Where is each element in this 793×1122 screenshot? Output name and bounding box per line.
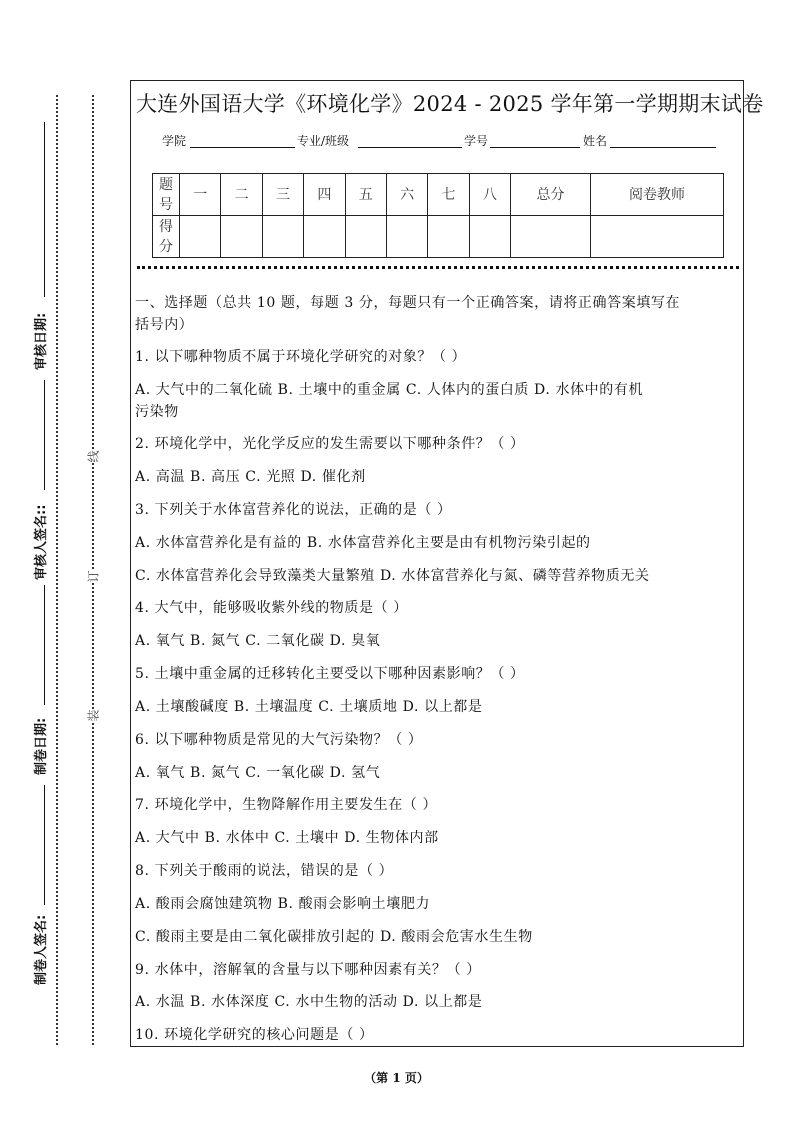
score-cell[interactable]	[345, 216, 386, 258]
header-cell: 五	[345, 174, 386, 216]
question-line: C. 酸雨主要是由二氧化碳排放引起的 D. 酸雨会危害水生生物	[135, 929, 533, 945]
question-line: A. 高温 B. 高压 C. 光照 D. 催化剂	[135, 469, 366, 485]
header-cell: 总分	[511, 174, 591, 216]
preparer-signature-line	[44, 785, 45, 905]
question-line: C. 水体富营养化会导致藻类大量繁殖 D. 水体富营养化与氮、磷等营养物质无关	[135, 568, 650, 584]
header-cell: 六	[386, 174, 427, 216]
question-line: 7. 环境化学中，生物降解作用主要发生在（ ）	[135, 797, 438, 813]
college-field[interactable]	[190, 147, 295, 148]
row-label-cell: 得分	[153, 216, 180, 258]
name-field[interactable]	[610, 147, 716, 148]
question-line: A. 氧气 B. 氮气 C. 一氧化碳 D. 氢气	[135, 765, 381, 781]
score-cell[interactable]	[180, 216, 221, 258]
score-cell[interactable]	[386, 216, 427, 258]
question-line: A. 大气中的二氧化硫 B. 土壤中的重金属 C. 人体内的蛋白质 D. 水体中的有机	[135, 382, 644, 398]
binding-mark-ding: 订	[86, 570, 101, 583]
header-cell: 一	[180, 174, 221, 216]
question-line: A. 水体富营养化是有益的 B. 水体富营养化主要是由有机物污染引起的	[135, 535, 591, 551]
header-cell: 四	[304, 174, 345, 216]
prepare-date-line	[44, 585, 45, 705]
section-heading-continued: 括号内）	[135, 317, 194, 333]
question-line: A. 酸雨会腐蚀建筑物 B. 酸雨会影响土壤肥力	[135, 896, 431, 912]
dotted-divider	[137, 266, 739, 269]
question-line: 9. 水体中，溶解氧的含量与以下哪种因素有关？（ ）	[135, 962, 481, 978]
prepare-date-label: 制卷日期:	[34, 717, 49, 775]
preparer-signature-label: 制卷人签名:	[34, 914, 49, 985]
major-label: 专业/班级	[297, 134, 350, 148]
binding-strip	[30, 95, 50, 1045]
header-cell: 二	[221, 174, 262, 216]
question-line: 5. 土壤中重金属的迁移转化主要受以下哪种因素影响？（ ）	[135, 666, 525, 682]
score-table	[152, 173, 724, 258]
student-id-field[interactable]	[490, 147, 580, 148]
header-cell: 八	[469, 174, 510, 216]
dotted-line-outer	[56, 95, 58, 1045]
page-number: （第 1 页）	[364, 1071, 429, 1085]
student-id-label: 学号	[464, 134, 489, 148]
score-cell[interactable]	[428, 216, 469, 258]
question-line: A. 水温 B. 水体深度 C. 水中生物的活动 D. 以上都是	[135, 994, 483, 1010]
question-line: 污染物	[135, 404, 179, 420]
question-line: A. 氧气 B. 氮气 C. 二氧化碳 D. 臭氧	[135, 633, 381, 649]
header-cell: 七	[428, 174, 469, 216]
question-line: 10. 环境化学研究的核心问题是（ ）	[135, 1027, 374, 1043]
score-cell[interactable]	[511, 216, 591, 258]
question-line: 3. 下列关于水体富营养化的说法，正确的是（ ）	[135, 502, 452, 518]
major-field[interactable]	[358, 147, 462, 148]
question-line: 4. 大气中，能够吸收紫外线的物质是（ ）	[135, 600, 408, 616]
name-label: 姓名	[583, 134, 608, 148]
score-cell[interactable]	[262, 216, 303, 258]
question-line: A. 大气中 B. 水体中 C. 土壤中 D. 生物体内部	[135, 830, 439, 846]
score-cell[interactable]	[304, 216, 345, 258]
table-row	[153, 216, 724, 258]
page-title: 大连外国语大学《环境化学》2024 - 2025 学年第一学期期末试卷	[136, 92, 764, 116]
review-date-line	[44, 122, 45, 297]
header-cell: 三	[262, 174, 303, 216]
reviewer-signature-label: 审核人签名::	[34, 504, 49, 580]
score-cell[interactable]	[469, 216, 510, 258]
header-label-cell: 题号	[153, 174, 180, 216]
table-row	[153, 174, 724, 216]
review-date-label: 审核日期:	[34, 312, 49, 370]
question-line: A. 土壤酸碱度 B. 土壤温度 C. 土壤质地 D. 以上都是	[135, 699, 483, 715]
section-heading: 一、选择题（总共 10 题，每题 3 分，每题只有一个正确答案，请将正确答案填写在	[135, 295, 681, 311]
question-line: 2. 环境化学中，光化学反应的发生需要以下哪种条件？（ ）	[135, 436, 525, 452]
question-line: 1. 以下哪种物质不属于环境化学研究的对象？（ ）	[135, 349, 467, 365]
question-line: 8. 下列关于酸雨的说法，错误的是（ ）	[135, 863, 394, 879]
binding-mark-xian: 线	[86, 450, 101, 463]
reviewer-signature-line	[44, 380, 45, 490]
college-label: 学院	[162, 134, 187, 148]
binding-mark-zhuang: 装	[86, 709, 101, 722]
score-cell[interactable]	[591, 216, 724, 258]
score-cell[interactable]	[221, 216, 262, 258]
header-cell: 阅卷教师	[591, 174, 724, 216]
question-line: 6. 以下哪种物质是常见的大气污染物？（ ）	[135, 732, 423, 748]
